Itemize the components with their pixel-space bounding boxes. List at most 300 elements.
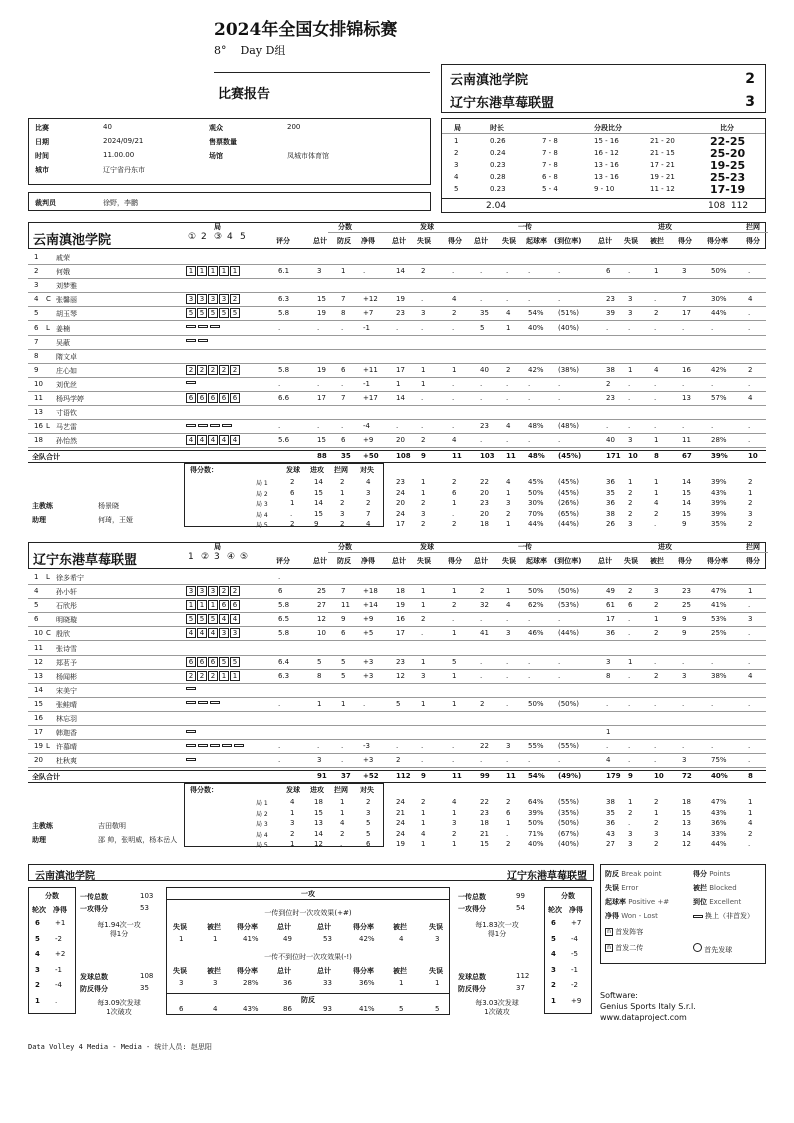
sets-header-set: 局 bbox=[454, 124, 461, 132]
set-duration: 0.24 bbox=[490, 149, 506, 157]
per-set-opp: 4 bbox=[366, 520, 371, 529]
set-score: 22-25 bbox=[710, 135, 746, 148]
per-set-a2: 2 bbox=[628, 488, 633, 497]
date-label: 日期 bbox=[35, 138, 49, 146]
ratio: 1次破攻 bbox=[484, 1008, 510, 1016]
set-scores-box bbox=[441, 118, 766, 213]
per-set-label: 局 2 bbox=[256, 810, 268, 818]
stat-b: 3 bbox=[748, 615, 753, 624]
so-value: 1 bbox=[179, 935, 184, 943]
set-partial-2: 13 - 16 bbox=[594, 173, 619, 181]
so-value: 1 bbox=[435, 979, 440, 987]
sideout-positive: 一传到位时一次攻效果(+#) bbox=[264, 909, 352, 917]
value: 112 bbox=[516, 972, 530, 980]
col-tot: 总计 bbox=[598, 557, 612, 565]
stat-s2: 3 bbox=[421, 671, 426, 680]
legend-bp: 防反 bbox=[605, 870, 619, 878]
stat-a1: 61 bbox=[606, 601, 615, 610]
stat-a4: 9 bbox=[682, 615, 687, 624]
per-set-a4: 14 bbox=[682, 478, 691, 487]
per-set-r3: 70% bbox=[528, 509, 544, 518]
divider bbox=[28, 782, 766, 783]
stat-bp: 6 bbox=[341, 436, 346, 445]
ps-opp: 对失 bbox=[360, 786, 374, 795]
value: 35 bbox=[140, 984, 149, 992]
player-name: 石欣彤 bbox=[56, 602, 77, 611]
assistant-names: 邵 帅，张明威，杨本岳人 bbox=[98, 836, 178, 845]
stat-s3: . bbox=[452, 394, 455, 402]
player-number: 14 bbox=[34, 685, 43, 694]
stat-b: 1 bbox=[748, 587, 753, 596]
stat-s3: 2 bbox=[452, 309, 457, 318]
stat-a1: 40 bbox=[606, 436, 615, 445]
per-set-label: 局 4 bbox=[256, 511, 268, 519]
set-played-marker: ② bbox=[201, 552, 210, 562]
per-set-r3: 40% bbox=[528, 840, 544, 849]
lineup-position: 3 bbox=[197, 294, 207, 304]
so-value: 33 bbox=[323, 979, 332, 987]
lineup-position: 5 bbox=[186, 614, 196, 624]
total-r1: 99 bbox=[480, 772, 490, 781]
total-wl: +52 bbox=[363, 772, 379, 781]
stat-s1: 19 bbox=[396, 601, 405, 610]
col-group-pts: 分数 bbox=[338, 223, 352, 231]
per-set-a4: 12 bbox=[682, 840, 691, 849]
per-set-r3: 50% bbox=[528, 819, 544, 828]
per-set-a1: 43 bbox=[606, 829, 615, 838]
stat-wl: . bbox=[363, 699, 366, 708]
stat-r2: 2 bbox=[506, 365, 511, 374]
label: 防反得分 bbox=[80, 985, 108, 993]
stat-s2: 1 bbox=[421, 379, 426, 388]
stat-a1: . bbox=[606, 323, 609, 332]
set-number: 5 bbox=[454, 185, 459, 193]
player-role: C bbox=[46, 295, 51, 304]
lineup-position: 3 bbox=[186, 294, 196, 304]
player-number: 15 bbox=[34, 699, 43, 708]
per-set-a4: 15 bbox=[682, 509, 691, 518]
stat-bp: 7 bbox=[341, 394, 346, 402]
per-set-serve: 6 bbox=[290, 488, 295, 497]
bp-value: 93 bbox=[323, 1005, 332, 1013]
stat-r3: 54% bbox=[528, 309, 544, 318]
player-name: 姜楠 bbox=[56, 324, 70, 333]
total-r3: 54% bbox=[528, 772, 545, 781]
stat-s2: 1 bbox=[421, 699, 426, 708]
so-value: 49 bbox=[283, 935, 292, 943]
venue-label: 场馆 bbox=[209, 152, 223, 160]
col-set: 局 bbox=[214, 223, 221, 231]
set-score: 17-19 bbox=[710, 183, 746, 196]
col-group-att: 进攻 bbox=[658, 223, 672, 231]
so-header: 被拦 bbox=[393, 923, 407, 931]
player-name: 刘梦雅 bbox=[56, 282, 77, 291]
per-set-a5: 44% bbox=[711, 840, 727, 849]
divider bbox=[28, 711, 766, 712]
set-duration: 0.28 bbox=[490, 173, 506, 181]
time-value: 11.00.00 bbox=[103, 151, 135, 159]
sub-icon bbox=[234, 744, 244, 747]
per-set-serve: . bbox=[290, 509, 293, 518]
total-t: 91 bbox=[317, 772, 327, 781]
summary-title-bar bbox=[28, 864, 594, 881]
lineup-position: 6 bbox=[186, 657, 196, 667]
stat-r3: 50% bbox=[528, 699, 544, 708]
ratio: 每3.09次发球 bbox=[97, 999, 141, 1007]
lineup-position: 6 bbox=[219, 393, 229, 403]
per-set-r4: (67%) bbox=[558, 829, 580, 838]
coach-label: 主教练 bbox=[32, 822, 53, 831]
so-header: 失误 bbox=[429, 967, 443, 975]
per-set-r1: 15 bbox=[480, 840, 489, 849]
lineup-position: 3 bbox=[230, 628, 240, 638]
assistant-names: 何琦，王娅 bbox=[98, 516, 133, 525]
stat-wl: +3 bbox=[363, 657, 374, 666]
stat-t: 1 bbox=[317, 699, 322, 708]
stat-r: 6.4 bbox=[278, 657, 290, 666]
sub-icon bbox=[186, 325, 196, 328]
per-set-opp: 4 bbox=[366, 478, 371, 487]
sets-total-score: 108 112 bbox=[708, 201, 749, 211]
stat-r4: . bbox=[558, 671, 561, 680]
per-set-bb: 2 bbox=[748, 829, 753, 838]
per-set-a5: 39% bbox=[711, 478, 727, 487]
so-header: 总计 bbox=[277, 967, 291, 975]
stat-a4: 25 bbox=[682, 601, 691, 610]
per-set-s2: 1 bbox=[421, 488, 426, 497]
per-set-attack: 9 bbox=[314, 520, 319, 529]
rotation-header: 分数 bbox=[45, 892, 59, 900]
per-set-a5: 39% bbox=[711, 499, 727, 508]
ps-block: 拦网 bbox=[334, 786, 348, 795]
stat-a1: 8 bbox=[606, 671, 611, 680]
stat-b: 4 bbox=[748, 394, 753, 402]
stat-wl: +17 bbox=[363, 394, 378, 402]
stat-r4: (38%) bbox=[558, 365, 580, 374]
report-label: 比赛报告 bbox=[218, 87, 271, 102]
total-a2: 10 bbox=[628, 452, 638, 461]
so-header: 被拦 bbox=[393, 967, 407, 975]
set-played-marker: 4 bbox=[227, 232, 233, 242]
so-value: 36% bbox=[359, 979, 375, 987]
stat-s1: 2 bbox=[396, 756, 401, 765]
set-partial-1: 6 - 8 bbox=[542, 173, 558, 181]
stat-wl: +5 bbox=[363, 629, 374, 638]
per-set-block: 3 bbox=[340, 509, 345, 518]
per-set-attack: 12 bbox=[314, 840, 323, 849]
legend-blk-en: Blocked bbox=[709, 884, 737, 892]
stat-b: 4 bbox=[748, 671, 753, 680]
referee-label: 裁判员 bbox=[35, 199, 56, 207]
stat-r4: . bbox=[558, 295, 561, 304]
lineup-position: 3 bbox=[186, 586, 196, 596]
stat-a3: . bbox=[654, 422, 657, 431]
per-set-a5: 43% bbox=[711, 488, 727, 497]
player-number: 12 bbox=[34, 657, 43, 666]
set-partial-3: 17 - 21 bbox=[650, 161, 675, 169]
points-breakdown-box bbox=[184, 783, 384, 850]
per-set-block: 2 bbox=[340, 499, 345, 508]
legend-wl-en: Won - Lost bbox=[621, 912, 658, 920]
value: 103 bbox=[140, 892, 154, 900]
so-header: 得分率 bbox=[237, 923, 258, 931]
lineup-position: 3 bbox=[208, 586, 218, 596]
per-set-block: 2 bbox=[340, 478, 345, 487]
player-name: 韩迦香 bbox=[56, 729, 77, 738]
sets-header-score: 比分 bbox=[720, 124, 734, 132]
stat-a5: 44% bbox=[711, 309, 727, 318]
stat-t: 25 bbox=[317, 587, 326, 596]
per-set-a4: 18 bbox=[682, 798, 691, 807]
stat-a1: 23 bbox=[606, 295, 615, 304]
per-set-s1: 24 bbox=[396, 798, 405, 807]
per-set-serve: 2 bbox=[290, 478, 295, 487]
per-set-bb: 2 bbox=[748, 499, 753, 508]
lineup-position: 1 bbox=[230, 266, 240, 276]
player-role: L bbox=[46, 573, 50, 581]
divider bbox=[28, 584, 766, 585]
per-set-bb: 2 bbox=[748, 478, 753, 487]
stat-wl: -1 bbox=[363, 323, 370, 332]
per-set-s1: 17 bbox=[396, 520, 405, 529]
stat-a3: . bbox=[654, 295, 657, 304]
per-set-s3: 3 bbox=[452, 819, 457, 828]
per-set-r4: (40%) bbox=[558, 840, 580, 849]
per-set-block: 4 bbox=[340, 819, 345, 828]
sub-icon bbox=[198, 701, 208, 704]
stat-a4: 17 bbox=[682, 309, 691, 318]
label: 防反得分 bbox=[458, 985, 486, 993]
total-s1: 108 bbox=[396, 452, 411, 461]
rotation-wl: -2 bbox=[571, 981, 578, 989]
per-set-s2: 2 bbox=[421, 520, 426, 529]
stat-a3: 3 bbox=[654, 587, 659, 596]
per-set-r4: (44%) bbox=[558, 520, 580, 529]
rotation-number: 6 bbox=[35, 919, 40, 927]
stat-t: 12 bbox=[317, 615, 326, 624]
stat-r3: . bbox=[528, 657, 531, 666]
software-credit bbox=[600, 990, 696, 1023]
divider bbox=[28, 377, 766, 378]
sub-icon bbox=[198, 424, 208, 427]
stat-wl: +3 bbox=[363, 756, 374, 765]
total-a4: 67 bbox=[682, 452, 692, 461]
stat-s3: . bbox=[452, 422, 455, 431]
stat-wl: +18 bbox=[363, 587, 378, 596]
per-set-s1: 20 bbox=[396, 499, 405, 508]
lineup-position: 2 bbox=[208, 365, 218, 375]
col-group-pts: 分数 bbox=[338, 543, 352, 551]
stat-b: . bbox=[748, 379, 751, 388]
lineup-position: 2 bbox=[219, 365, 229, 375]
stat-s1: 16 bbox=[396, 615, 405, 624]
rotation-header: 分数 bbox=[561, 892, 575, 900]
lineup-position: 4 bbox=[230, 435, 240, 445]
lineup-position: 5 bbox=[219, 657, 229, 667]
player-number: 9 bbox=[34, 365, 39, 374]
stat-t: 8 bbox=[317, 671, 322, 680]
col-group-recv: 一传 bbox=[518, 543, 532, 551]
stat-b: . bbox=[748, 657, 751, 666]
stat-r3: 55% bbox=[528, 742, 544, 751]
stat-a3: 2 bbox=[654, 601, 659, 610]
total-bp: 37 bbox=[341, 772, 351, 781]
lineup-position: 1 bbox=[186, 266, 196, 276]
lineup-position: 3 bbox=[208, 294, 218, 304]
player-set-lineup bbox=[186, 435, 241, 445]
total-s3: 11 bbox=[452, 772, 462, 781]
sub-icon bbox=[198, 339, 208, 342]
col-wl: 净得 bbox=[361, 557, 375, 565]
stat-wl: +7 bbox=[363, 309, 374, 318]
player-name: 庄心如 bbox=[56, 366, 77, 375]
per-set-r4: (65%) bbox=[558, 509, 580, 518]
per-set-a5: 47% bbox=[711, 798, 727, 807]
per-set-s2: 1 bbox=[421, 478, 426, 487]
per-set-a2: 1 bbox=[628, 478, 633, 487]
stat-r4: . bbox=[558, 756, 561, 765]
stat-a2: . bbox=[628, 422, 631, 431]
player-set-lineup bbox=[186, 379, 198, 387]
per-set-serve: 1 bbox=[290, 840, 295, 849]
so-header: 总计 bbox=[277, 923, 291, 931]
stat-a5: 25% bbox=[711, 629, 727, 638]
stat-a2: . bbox=[628, 394, 631, 402]
player-name: 宋美宁 bbox=[56, 686, 77, 695]
legend-exc-en: Excellent bbox=[709, 898, 742, 906]
stat-wl: -4 bbox=[363, 422, 370, 431]
stat-r4: (53%) bbox=[558, 601, 580, 610]
summary-team-a: 云南滇池学院 bbox=[35, 871, 95, 882]
col-pos: 起球率 bbox=[526, 557, 547, 565]
player-set-lineup bbox=[186, 699, 222, 707]
stat-s1: 12 bbox=[396, 671, 405, 680]
lineup-position: 5 bbox=[186, 308, 196, 318]
player-name: 杜秋爽 bbox=[56, 757, 77, 766]
player-number: 4 bbox=[34, 295, 39, 304]
col-bp: 防反 bbox=[337, 557, 351, 565]
divider bbox=[28, 739, 766, 740]
stat-a5: . bbox=[711, 323, 714, 332]
stat-wl: +11 bbox=[363, 365, 378, 374]
lineup-position: 5 bbox=[230, 308, 240, 318]
software-url: www.dataproject.com bbox=[600, 1013, 687, 1022]
stat-a2: 3 bbox=[628, 295, 633, 304]
per-set-opp: 3 bbox=[366, 808, 371, 817]
set-number: 1 bbox=[454, 137, 459, 145]
stat-r2: . bbox=[506, 756, 509, 765]
per-set-attack: 13 bbox=[314, 819, 323, 828]
per-set-a4: 15 bbox=[682, 808, 691, 817]
sub-icon bbox=[186, 701, 196, 704]
stat-r1: 23 bbox=[480, 422, 489, 431]
col-group-recv: 一传 bbox=[518, 223, 532, 231]
stat-t: 3 bbox=[317, 267, 322, 276]
per-set-label: 局 4 bbox=[256, 831, 268, 839]
label: 一传总数 bbox=[80, 893, 108, 901]
points-label: 得分数： bbox=[190, 466, 218, 475]
stat-s1: 5 bbox=[396, 699, 401, 708]
stat-a4: . bbox=[682, 742, 685, 751]
stat-a2: 1 bbox=[628, 657, 633, 666]
per-set-a2: 3 bbox=[628, 829, 633, 838]
stat-t: 19 bbox=[317, 309, 326, 318]
stat-a4: 13 bbox=[682, 394, 691, 402]
stat-b: . bbox=[748, 309, 751, 318]
coach-name: 杨景晓 bbox=[98, 502, 119, 511]
stat-s1: . bbox=[396, 742, 399, 751]
total-a3: 8 bbox=[654, 452, 659, 461]
lineup-position: 4 bbox=[208, 435, 218, 445]
player-number: 1 bbox=[34, 573, 39, 581]
player-role: L bbox=[46, 422, 50, 431]
value: 99 bbox=[516, 892, 525, 900]
stat-s3: 4 bbox=[452, 295, 457, 304]
stat-r: 5.8 bbox=[278, 601, 290, 610]
legend-box bbox=[600, 864, 766, 964]
sub-icon bbox=[222, 424, 232, 427]
stat-s2: . bbox=[421, 394, 424, 402]
rotation-wl: -1 bbox=[55, 965, 62, 974]
divider bbox=[28, 292, 766, 293]
lineup-position: 2 bbox=[230, 365, 240, 375]
per-set-r1: 18 bbox=[480, 819, 489, 828]
total-a1: 171 bbox=[606, 452, 621, 461]
city-value: 辽宁省丹东市 bbox=[103, 166, 145, 174]
per-set-a1: 36 bbox=[606, 478, 615, 487]
stat-a5: 28% bbox=[711, 436, 727, 445]
per-set-r4: (45%) bbox=[558, 488, 580, 497]
stat-a4: . bbox=[682, 699, 685, 708]
total-r1: 103 bbox=[480, 452, 495, 461]
total-t: 88 bbox=[317, 452, 327, 461]
total-a5: 40% bbox=[711, 772, 728, 781]
player-number: 17 bbox=[34, 728, 43, 737]
per-set-a4: 15 bbox=[682, 488, 691, 497]
stat-r1: 2 bbox=[480, 699, 485, 708]
stat-a3: 2 bbox=[654, 629, 659, 638]
stat-s3: 1 bbox=[452, 629, 457, 638]
stat-r1: . bbox=[480, 671, 483, 680]
stat-t: . bbox=[317, 422, 320, 431]
lineup-position: 6 bbox=[186, 393, 196, 403]
per-set-block: 2 bbox=[340, 520, 345, 529]
rotation-number: 5 bbox=[551, 934, 556, 943]
per-set-s2: 1 bbox=[421, 840, 426, 849]
stat-s1: 20 bbox=[396, 436, 405, 445]
stat-t: 15 bbox=[317, 436, 326, 445]
col-group-serve: 发球 bbox=[420, 223, 434, 231]
divider bbox=[28, 419, 766, 420]
divider bbox=[28, 655, 766, 656]
col-group-att: 进攻 bbox=[658, 543, 672, 551]
coach-label: 主教练 bbox=[32, 502, 53, 511]
per-set-r2: 1 bbox=[506, 819, 511, 828]
per-set-a3: 2 bbox=[654, 840, 659, 849]
stat-r3: 46% bbox=[528, 629, 544, 638]
per-set-s3: 4 bbox=[452, 798, 457, 807]
stat-s3: 1 bbox=[452, 699, 457, 708]
per-set-bb: 3 bbox=[748, 509, 753, 518]
stat-a2: . bbox=[628, 671, 631, 680]
player-set-lineup bbox=[186, 421, 234, 429]
team-name: 辽宁东港草莓联盟 bbox=[33, 553, 138, 568]
per-set-s3: 2 bbox=[452, 829, 457, 838]
player-name: 马艺雷 bbox=[56, 423, 77, 432]
stat-s2: 3 bbox=[421, 309, 426, 318]
per-set-a1: 35 bbox=[606, 808, 615, 817]
player-number: 16 bbox=[34, 422, 43, 431]
